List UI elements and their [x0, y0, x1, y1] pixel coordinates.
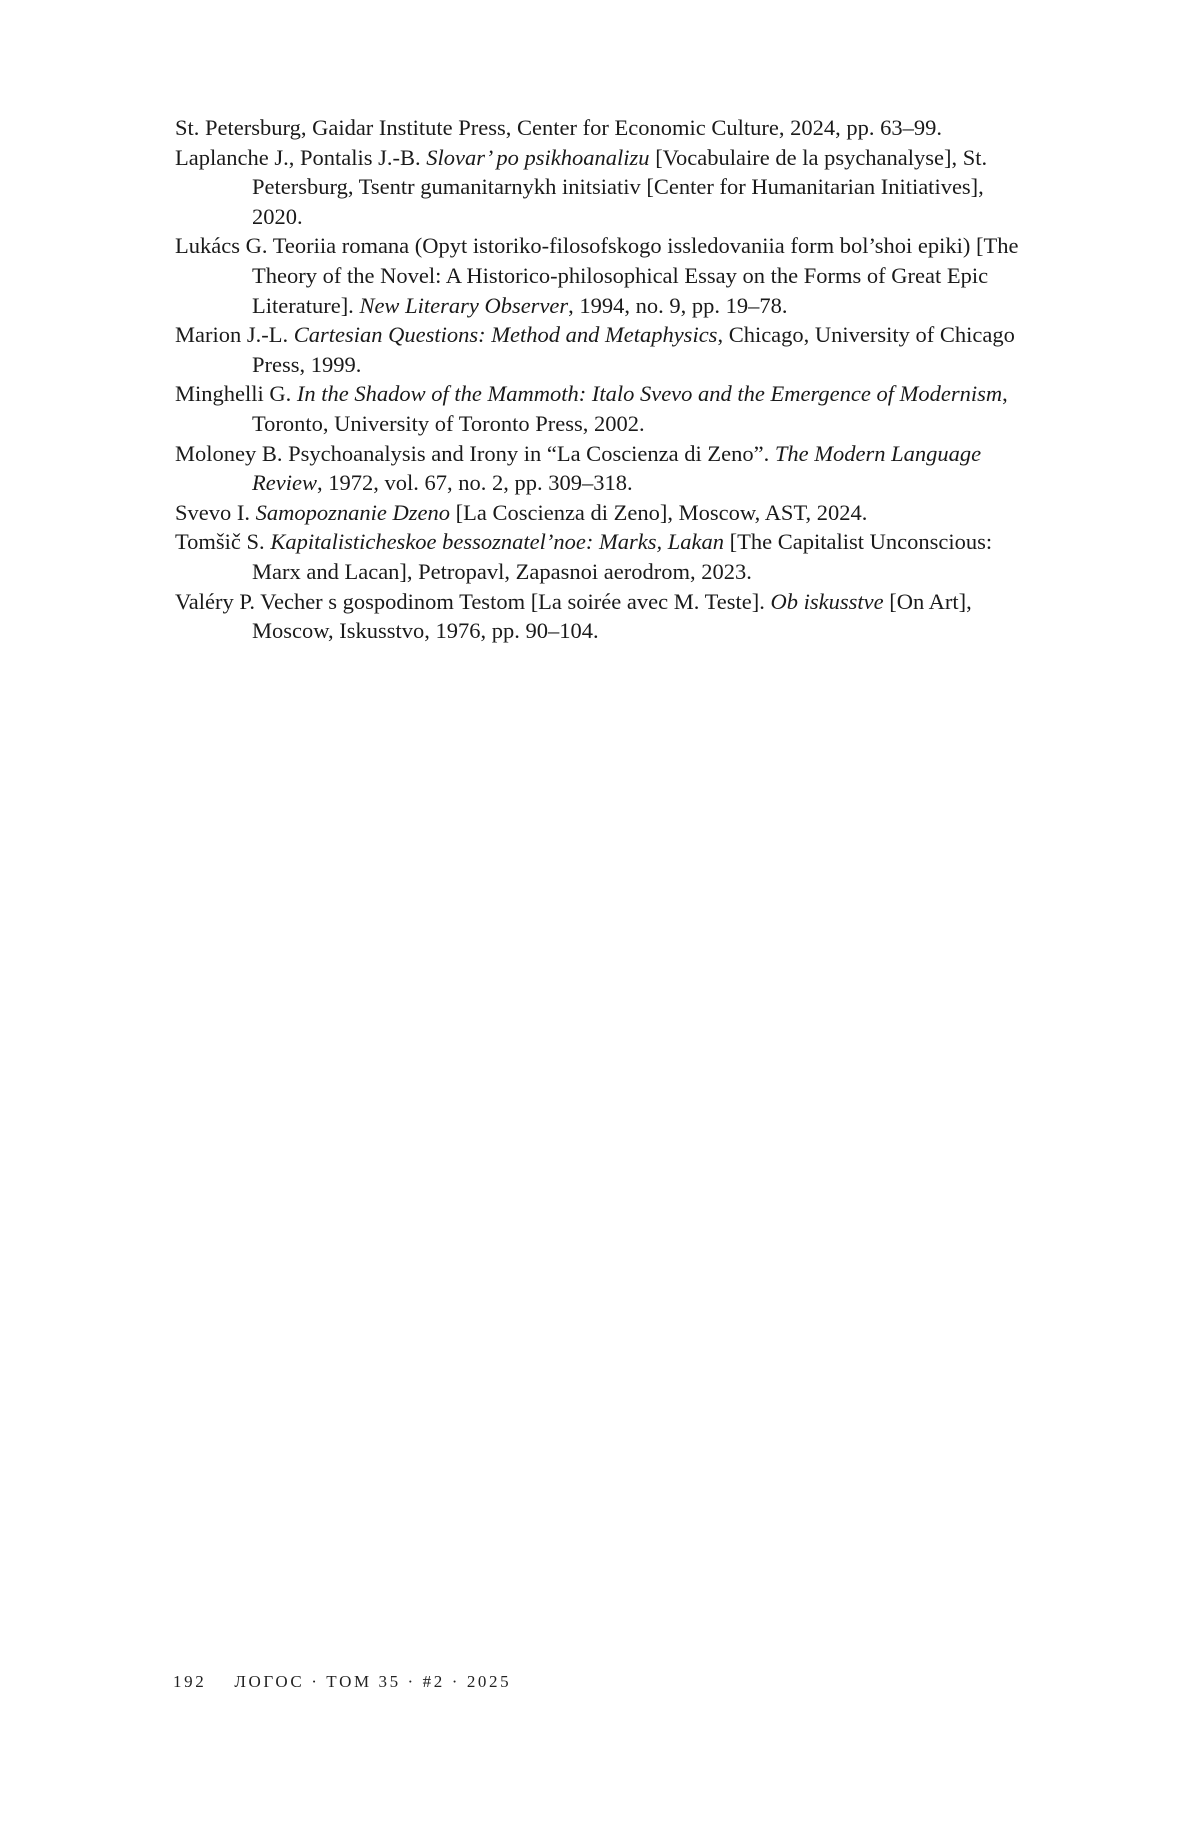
reference-title-italic: In the Shadow of the Mammoth: Italo Svevo and the Emergence of Modernism — [296, 381, 1003, 407]
reference-text: St. Petersburg, Gaidar Institute Press, Center for Economic Culture, 2024, pp. 63–99. — [175, 115, 942, 140]
journal-running-title: ЛОГОС · ТОМ 35 · #2 · 2025 — [234, 1672, 512, 1691]
reference-text: Laplanche J., Pontalis J.-B. — [175, 144, 427, 170]
reference-entry — [175, 231, 1030, 320]
reference-list — [175, 113, 1030, 646]
reference-text: [On Art], Moscow, Iskusstvo, 1976, pp. 90–104. — [252, 588, 972, 644]
reference-entry — [175, 320, 1030, 379]
reference-entry — [175, 587, 1030, 646]
reference-title-italic: Kapitalisticheskoe bessoznatel’noe: Marks, Lakan — [270, 529, 724, 555]
reference-entry — [175, 143, 1030, 232]
reference-text: Minghelli G. — [175, 381, 297, 407]
reference-title-italic: Slovar’ po psikhoanalizu — [426, 144, 650, 170]
reference-text: , 1972, vol. 67, no. 2, pp. 309–318. — [316, 470, 633, 496]
reference-text: , 1994, no. 9, pp. 19–78. — [568, 292, 788, 318]
reference-text: , Chicago, University of Chicago Press, 1999. — [252, 322, 1015, 377]
reference-title-italic: New Literary Observer — [359, 292, 569, 318]
reference-text: Valéry P. Vecher s gospodinom Testom [La soirée avec M. Teste]. — [175, 588, 771, 614]
reference-entry — [175, 527, 1030, 586]
reference-text: [La Coscienza di Zeno], Moscow, AST, 2024. — [449, 499, 868, 525]
reference-text: Tomšič S. — [175, 529, 271, 555]
reference-entry — [175, 113, 1030, 143]
reference-text: Marion J.-L. — [175, 322, 294, 348]
reference-text: , Toronto, University of Toronto Press, 2002. — [252, 381, 1008, 436]
page-footer — [173, 1672, 511, 1692]
reference-text: [Vocabulaire de la psychanalyse], St. Petersburg, Tsentr gumanitarnykh initsiativ [Center for Humanitarian Initiatives], 2020. — [252, 144, 988, 229]
reference-entry — [175, 498, 1030, 528]
reference-text: [The Capitalist Unconscious: Marx and Lacan], Petropavl, Zapasnoi aerodrom, 2023. — [252, 529, 993, 584]
reference-entry — [175, 379, 1030, 438]
reference-text: Lukács G. Teoriia romana (Opyt istoriko-filosofskogo issledovaniia form bol’shoi epiki) [The Theory of the Novel: A Historico-philosophical Essay on the Forms of Great Epic Literature]. — [175, 233, 1019, 318]
reference-text: Moloney B. Psychoanalysis and Irony in “La Coscienza di Zeno”. — [175, 440, 775, 466]
reference-title-italic: Samopoznanie Dzeno — [255, 499, 450, 525]
reference-title-italic: Cartesian Questions: Method and Metaphysics — [293, 322, 718, 348]
reference-entry — [175, 439, 1030, 498]
reference-title-italic: The Modern Language Review — [252, 440, 982, 496]
page-number: 192 — [173, 1672, 207, 1691]
reference-title-italic: Ob iskusstve — [770, 588, 884, 614]
reference-text: Svevo I. — [175, 499, 256, 525]
